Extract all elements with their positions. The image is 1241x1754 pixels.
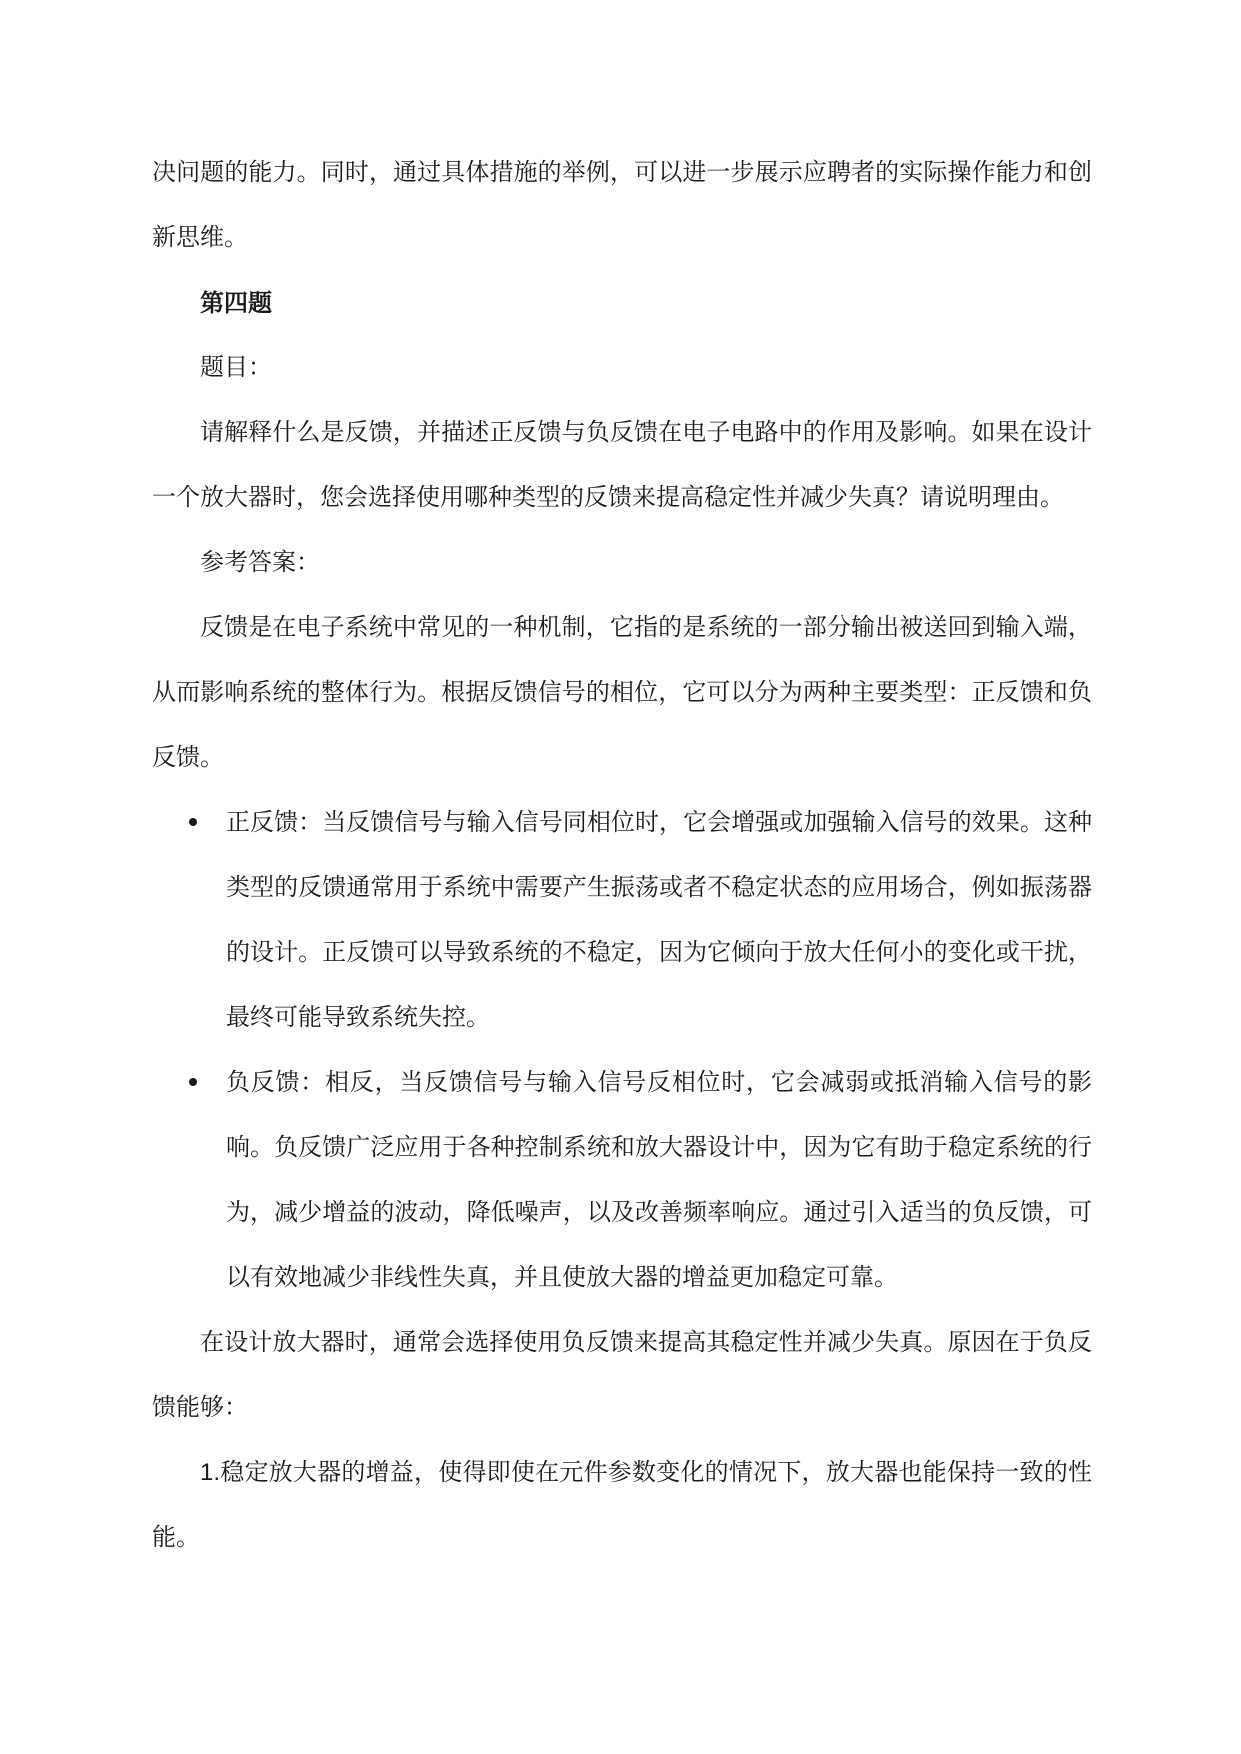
bullet-icon (189, 818, 197, 826)
numbered-item-1 (152, 1440, 1092, 1570)
question-label: 题目： (200, 353, 272, 381)
list-item-positive-feedback (226, 790, 1092, 1050)
answer-intro-paragraph: 反馈是在电子系统中常见的一种机制，它指的是系统的一部分输出被送回到输入端，从而影响系统的整体行为。根据反馈信号的相位，它可以分为两种主要类型：正反馈和负反馈。 (152, 613, 1092, 771)
continuation-paragraph: 决问题的能力。同时，通过具体措施的举例，可以进一步展示应聘者的实际操作能力和创新思维。 (152, 158, 1092, 251)
bullet-icon (189, 1078, 197, 1086)
list-item-negative-feedback (226, 1050, 1092, 1310)
section-heading: 第四题 (200, 288, 272, 317)
list-item-text: 负反馈：相反，当反馈信号与输入信号反相位时，它会减弱或抵消输入信号的影响。负反馈广泛应用于各种控制系统和放大器设计中，因为它有助于稳定系统的行为，减少增益的波动，降低噪声，以及改善频率响应。通过引入适当的负反馈，可以有效地减少非线性失真，并且使放大器的增益更加稳定可靠。 (226, 1068, 1092, 1291)
question-text: 请解释什么是反馈，并描述正反馈与负反馈在电子电路中的作用及影响。如果在设计一个放大器时，您会选择使用哪种类型的反馈来提高稳定性并减少失真？请说明理由。 (152, 418, 1092, 511)
document-body (152, 140, 1092, 1570)
list-item-text: 正反馈：当反馈信号与输入信号同相位时，它会增强或加强输入信号的效果。这种类型的反馈通常用于系统中需要产生振荡或者不稳定状态的应用场合，例如振荡器的设计。正反馈可以导致系统的不稳定，因为它倾向于放大任何小的变化或干扰，最终可能导致系统失控。 (226, 808, 1092, 1031)
feedback-types-list (152, 790, 1092, 1310)
numbered-item-number: 1. (200, 1459, 221, 1486)
answer-label: 参考答案： (200, 548, 320, 576)
design-paragraph: 在设计放大器时，通常会选择使用负反馈来提高其稳定性并减少失真。原因在于负反馈能够： (152, 1328, 1092, 1421)
numbered-item-text: 稳定放大器的增益，使得即使在元件参数变化的情况下，放大器也能保持一致的性能。 (152, 1458, 1092, 1551)
